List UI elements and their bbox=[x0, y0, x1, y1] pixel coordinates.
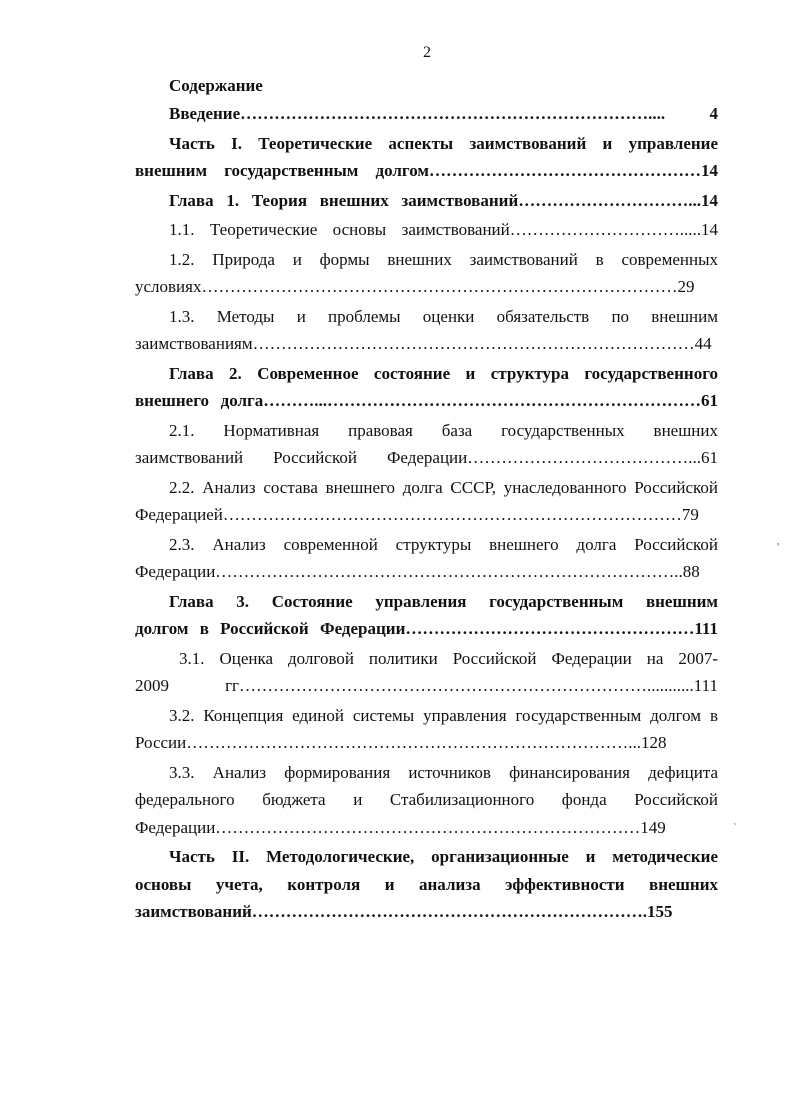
toc-entry-line: 1.2. Природа и формы внешних заимствований в современных bbox=[169, 249, 718, 269]
toc-entry bbox=[135, 474, 718, 529]
toc-entry-line: заимствований…………………………………………………………….155 bbox=[135, 902, 673, 921]
toc-entry-line: 2.1. Нормативная правовая база государственных внешних bbox=[169, 420, 718, 440]
toc-entry bbox=[135, 303, 718, 358]
toc-entry-line: основы учета, контроля и анализа эффективности внешних bbox=[135, 874, 718, 894]
scan-speck: ʼ bbox=[776, 540, 780, 554]
toc-entry bbox=[135, 588, 718, 643]
scan-speck: ˴ bbox=[733, 815, 737, 829]
toc-entries bbox=[135, 100, 718, 926]
toc-entry-line: Глава 1. Теория внешних заимствований…………………………...14 bbox=[169, 190, 718, 210]
toc-entry bbox=[135, 759, 718, 842]
toc-entry bbox=[135, 216, 718, 244]
toc-entry-line: федерального бюджета и Стабилизационного фонда Российской bbox=[135, 790, 718, 809]
toc-entry-line: Введение……………………………………………………………….... 4 bbox=[169, 104, 718, 123]
toc-entry-line: 2.3. Анализ современной структуры внешнего долга Российской bbox=[169, 534, 718, 554]
toc-entry-line: 3.1. Оценка долговой политики Российской Федерации на 2007- bbox=[179, 648, 718, 668]
toc-entry-line: 1.1. Теоретические основы заимствований………………………….....14 bbox=[169, 220, 718, 239]
toc-entry-line: Глава 3. Состояние управления государственным внешним bbox=[169, 591, 718, 611]
toc-entry bbox=[135, 531, 718, 586]
page-number: 2 bbox=[423, 44, 431, 61]
toc-entry bbox=[135, 100, 718, 128]
toc-entry bbox=[135, 360, 718, 415]
toc-entry-line: Глава 2. Современное состояние и структура государственного bbox=[169, 363, 718, 383]
toc-entry bbox=[135, 702, 718, 757]
toc-entry-line: 2009 гг………………………………………………………………...........111 bbox=[135, 676, 718, 695]
toc-entry bbox=[135, 187, 718, 215]
toc-entry-line: условиях…………………………………………………………………………29 bbox=[135, 277, 695, 296]
toc-heading: Содержание bbox=[169, 76, 263, 95]
toc-entry-line: Часть II. Методологические, организационные и методические bbox=[169, 847, 718, 866]
toc-entry-line: 3.3. Анализ формирования источников финансирования дефицита bbox=[169, 762, 718, 782]
toc-entry bbox=[135, 130, 718, 185]
toc-entry-line: 1.3. Методы и проблемы оценки обязательств по внешним bbox=[169, 306, 718, 326]
toc-entry-line: России……………………………………………………………………...128 bbox=[135, 733, 667, 752]
toc-entry-line: долгом в Российской Федерации……………………………………………111 bbox=[135, 619, 718, 638]
toc-entry bbox=[135, 645, 718, 700]
toc-entry-line: Федерацией………………………………………………………………………79 bbox=[135, 505, 699, 524]
toc-entry-line: внешнего долга………...…………………………………………………………61 bbox=[135, 391, 718, 410]
toc-entry bbox=[135, 246, 718, 301]
toc-entry-line: 2.2. Анализ состава внешнего долга СССР, унаследованного Российской bbox=[169, 477, 718, 497]
toc-entry-line: заимствований Российской Федерации…………………………………...61 bbox=[135, 448, 718, 467]
toc-entry-line: 3.2. Концепция единой системы управления государственным долгом в bbox=[169, 705, 718, 725]
toc-entry-line: Часть I. Теоретические аспекты заимствований и управление bbox=[169, 133, 718, 153]
toc-entry-line: заимствованиям……………………………………………………………………44 bbox=[135, 334, 712, 353]
table-of-contents bbox=[135, 72, 718, 928]
toc-entry bbox=[135, 843, 718, 926]
toc-entry bbox=[135, 417, 718, 472]
toc-entry-line: Федерации………………………………………………………………………..88 bbox=[135, 562, 700, 581]
toc-entry-line: Федерации…………………………………………………………………149 bbox=[135, 817, 666, 837]
toc-entry-line: внешним государственным долгом…………………………………………14 bbox=[135, 161, 718, 180]
